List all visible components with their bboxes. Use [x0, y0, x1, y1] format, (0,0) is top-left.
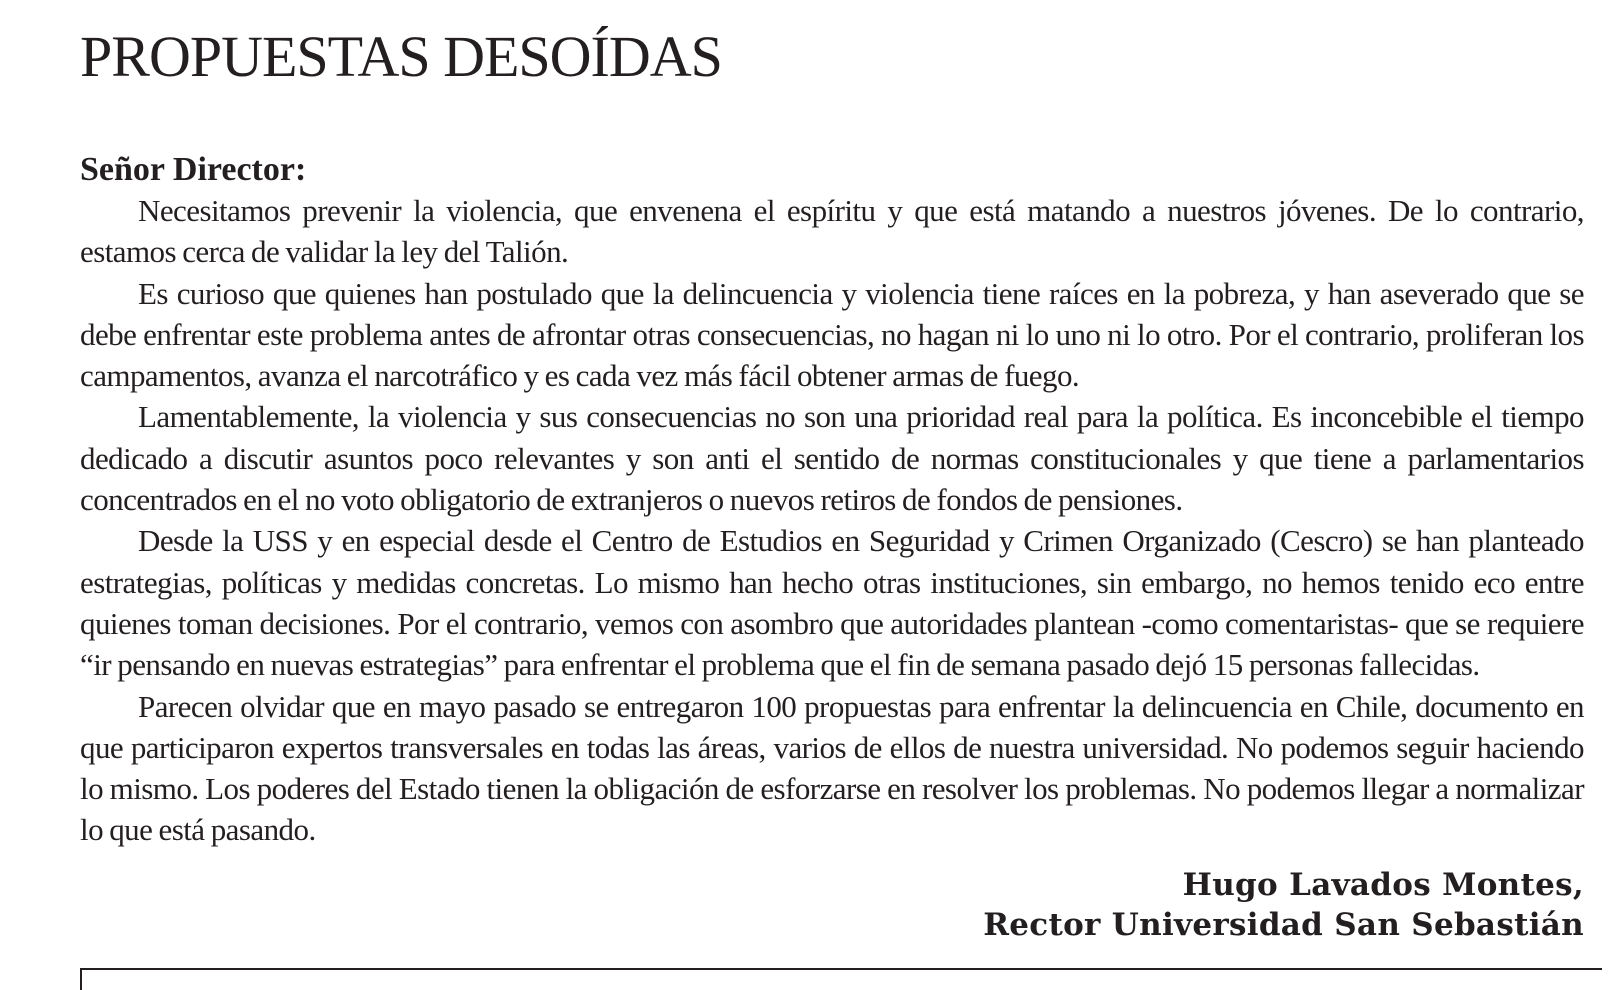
- bottom-frame-rule: [80, 968, 1602, 990]
- letter-title: PROPUESTAS DESOÍDAS: [80, 24, 722, 89]
- letter-article: [80, 22, 1584, 945]
- signature-role: Rector Universidad San Sebastián: [983, 906, 1584, 943]
- paragraph: Es curioso que quienes han postulado que la delincuencia y violencia tiene raíces en la pobreza, y han aseverado que se debe enfrentar este problema antes de afrontar otras consecuencias, no hagan ni lo uno ni lo otro. Por el contrario, proliferan los campamentos, avanza el narcotráfico y es cada vez más fácil obtener armas de fuego.: [80, 275, 1584, 394]
- paragraph: Parecen olvidar que en mayo pasado se entregaron 100 propuestas para enfrentar la delincuencia en Chile, documento en que participaron expertos transversales en todas las áreas, varios de ellos de nuestra universidad. No podemos seguir haciendo lo mismo. Los poderes del Estado tienen la obligación de esforzarse en resolver los problemas. No podemos llegar a normalizar lo que está pasando.: [80, 688, 1584, 848]
- salutation: Señor Director:: [80, 151, 307, 188]
- signature-name: Hugo Lavados Montes,: [1182, 866, 1584, 903]
- paragraph: Desde la USS y en especial desde el Centro de Estudios en Seguridad y Crimen Organizado (Cescro) se han planteado estrategias, políticas y medidas concretas. Lo mismo han hecho otras instituciones, sin embargo, no hemos tenido eco entre quienes toman decisiones. Por el contrario, vemos con asombro que autoridades plantean -como comentaristas- que se requiere “ir pensando en nuevas estrategias” para enfrentar el problema que el fin de semana pasado dejó 15 personas fallecidas.: [80, 523, 1584, 683]
- signature-block: [80, 865, 1584, 945]
- letter-body: [80, 190, 1584, 851]
- paragraph: Necesitamos prevenir la violencia, que envenena el espíritu y que está matando a nuestros jóvenes. De lo contrario, estamos cerca de validar la ley del Talión.: [80, 193, 1584, 270]
- paragraph: Lamentablemente, la violencia y sus consecuencias no son una prioridad real para la política. Es inconcebible el tiempo dedicado a discutir asuntos poco relevantes y son anti el sentido de normas constitucionales y que tiene a parlamentarios concentrados en el no voto obligatorio de extranjeros o nuevos retiros de fondos de pensiones.: [80, 399, 1584, 518]
